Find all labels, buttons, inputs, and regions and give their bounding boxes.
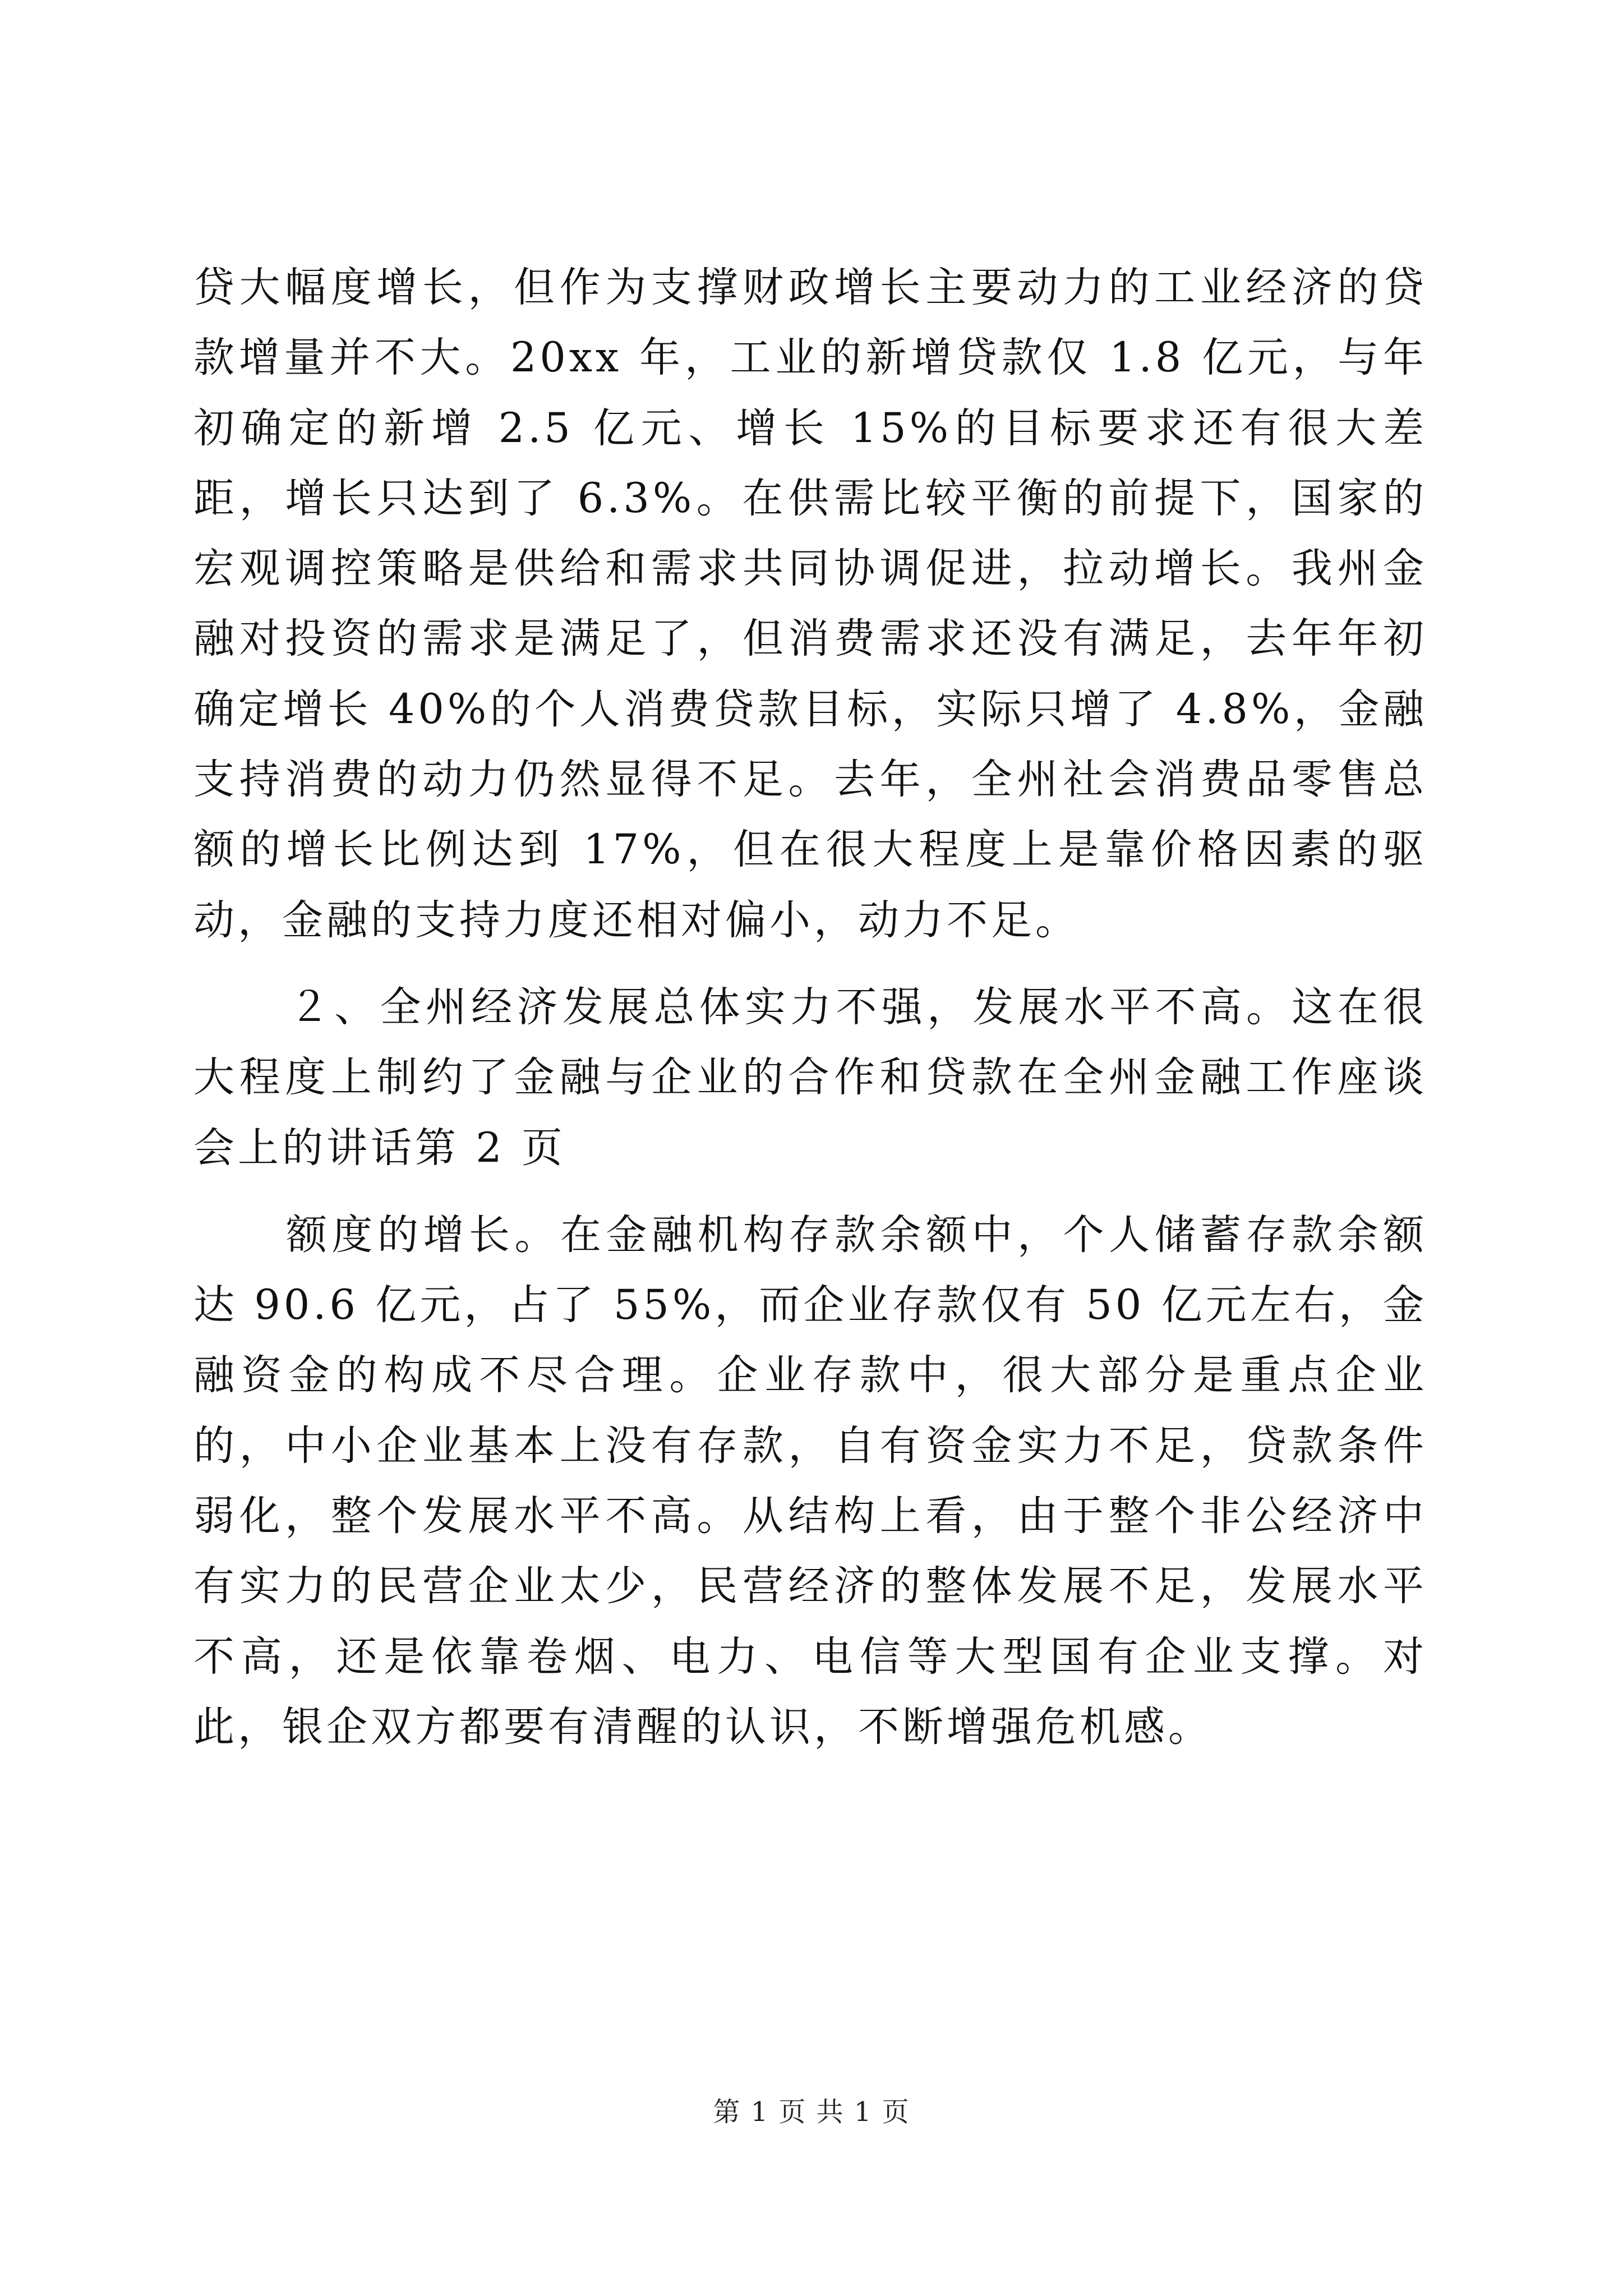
- page-number-footer: 第 1 页 共 1 页: [713, 2096, 910, 2128]
- paragraph-economic-strength: ２、全州经济发展总体实力不强，发展水平不高。这在很大程度上制约了金融与企业的合作和贷款在全州金融工作座谈会上的讲话第 2 页: [193, 983, 1427, 1172]
- document-body: [193, 252, 1427, 1762]
- paragraph-industrial-loans: 贷大幅度增长，但作为支撑财政增长主要动力的工业经济的贷款增量并不大。20xx 年，工业的新增贷款仅 1.8 亿元，与年初确定的新增 2.5 亿元、增长 15%的目标要求还有很大差距，增长只达到了 6.3%。在供需比较平衡的前提下，国家的宏观调控策略是供给和需求共同协调促进，拉动增长。我州金融对投资的需求是满足了，但消费需求还没有满足，去年年初确定增长 40%的个人消费贷款目标，实际只增了 4.8%，金融支持消费的动力仍然显得不足。去年，全州社会消费品零售总额的增长比例达到 17%，但在很大程度上是靠价格因素的驱动，金融的支持力度还相对偏小，动力不足。: [193, 264, 1427, 944]
- paragraph-deposit-structure: 额度的增长。在金融机构存款余额中，个人储蓄存款余额达 90.6 亿元，占了 55%，而企业存款仅有 50 亿元左右，金融资金的构成不尽合理。企业存款中，很大部分是重点企业的，中小企业基本上没有存款，自有资金实力不足，贷款条件弱化，整个发展水平不高。从结构上看，由于整个非公经济中有实力的民营企业太少，民营经济的整体发展不足，发展水平不高，还是依靠卷烟、电力、电信等大型国有企业支撑。对此，银企双方都要有清醒的认识，不断增强危机感。: [193, 1211, 1427, 1751]
